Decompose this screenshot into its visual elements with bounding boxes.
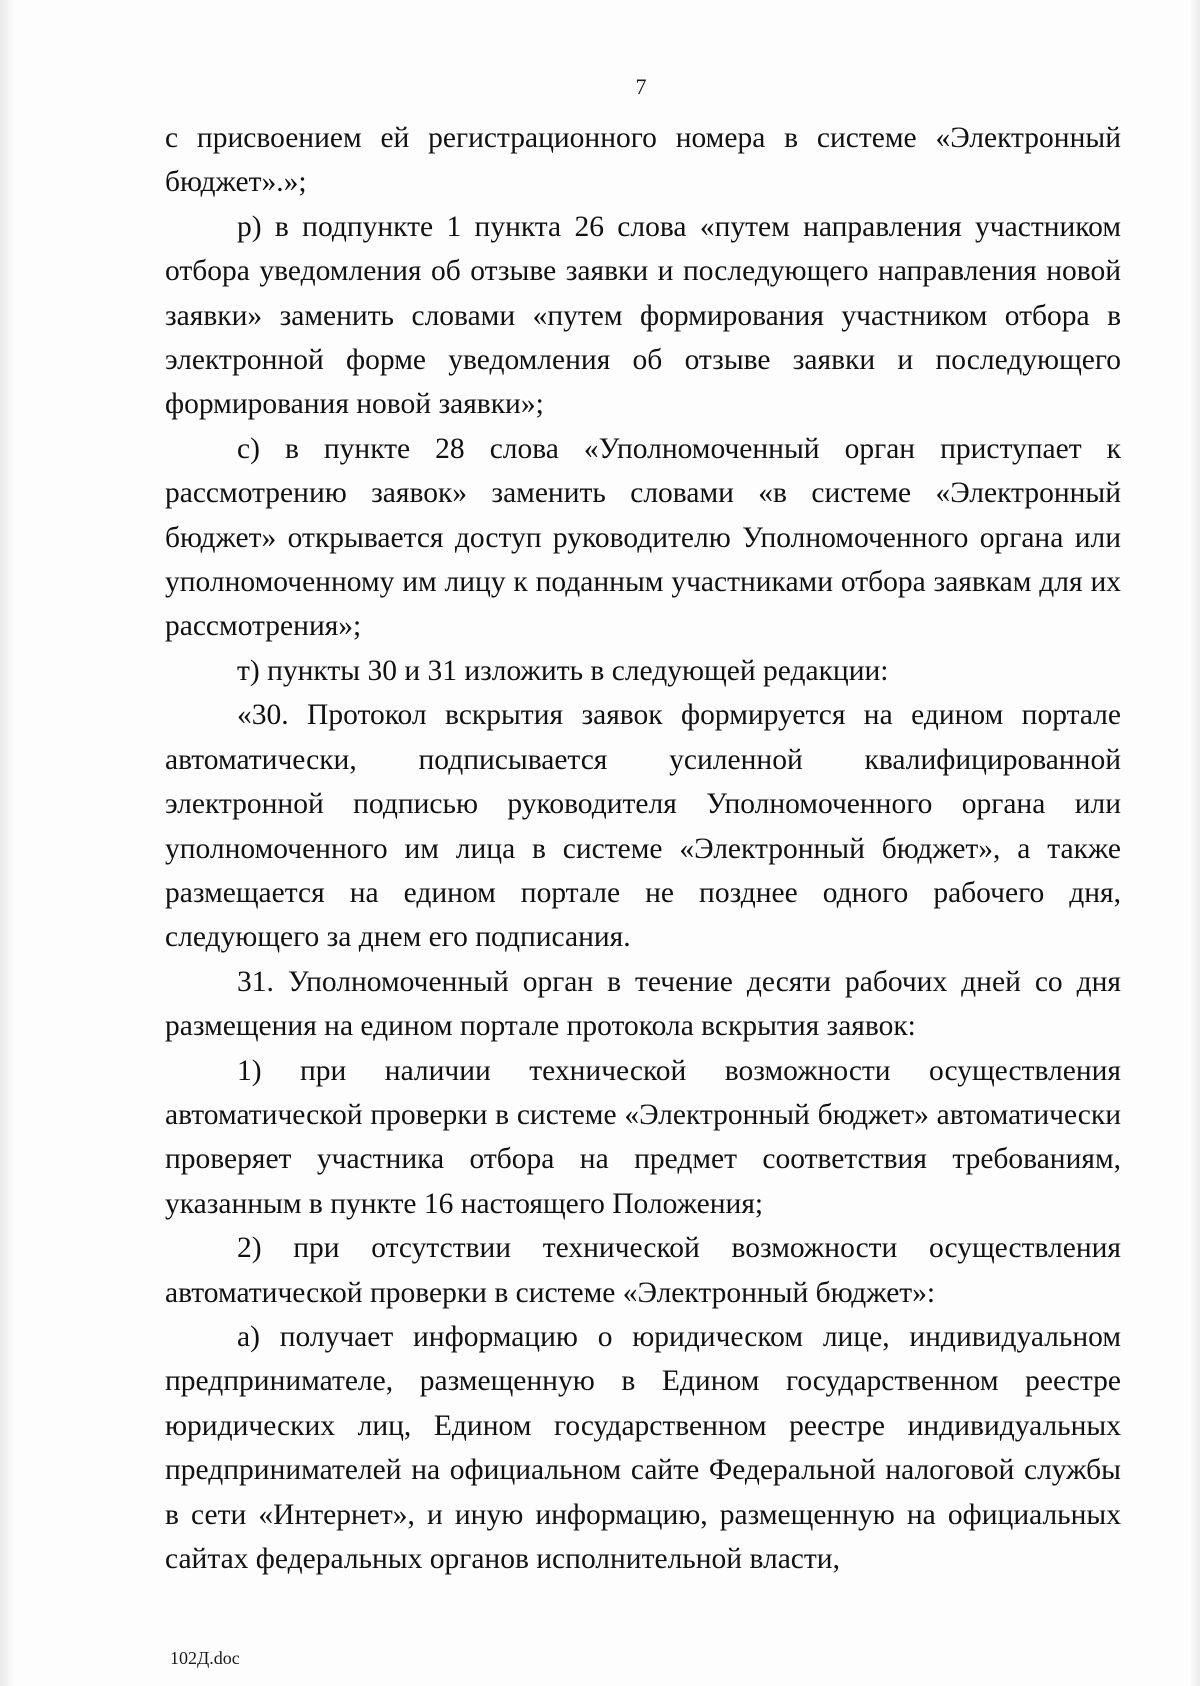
scan-edge-left: [0, 0, 14, 1686]
paragraph-continuation: с присвоением ей регистрационного номера в системе «Электронный бюджет».»;: [165, 122, 1121, 199]
paragraph-subitem-1: 1) при наличии технической возможности осуществления автоматической проверки в системе «Электронный бюджет» автоматически проверяет участника отбора на предмет соответствия требованиям, указанным в пункте 16 настоящего Положения;: [165, 1054, 1121, 1220]
paragraph-clause-30: «30. Протокол вскрытия заявок формируется на едином портале автоматически, подписывается усиленной квалифицированной электронной подписью руководителя Уполномоченного органа или уполномоченного им лица в системе «Электронный бюджет», а также размещается на едином портале не позднее одного рабочего дня, следующего за днем его подписания.: [165, 699, 1121, 954]
document-body: [165, 116, 1121, 1581]
paragraph-subitem-2: 2) при отсутствии технической возможности осуществления автоматической проверки в системе «Электронный бюджет»:: [165, 1232, 1121, 1309]
paragraph-item-r: р) в подпункте 1 пункта 26 слова «путем направления участником отбора уведомления об отзыве заявки и последующего направления новой заявки» заменить словами «путем формирования участником отбора в электронной форме уведомления об отзыве заявки и последующего формирования новой заявки»;: [165, 210, 1121, 421]
scan-edge-right: [1190, 0, 1200, 1686]
paragraph-clause-31: 31. Уполномоченный орган в течение десяти рабочих дней со дня размещения на едином портале протокола вскрытия заявок:: [165, 965, 1121, 1043]
paragraph-item-t: т) пункты 30 и 31 изложить в следующей редакции:: [237, 654, 889, 687]
paragraph-subitem-a: а) получает информацию о юридическом лице, индивидуальном предпринимателе, размещенную в Едином государственном реестре юридических лиц, Едином государственном реестре индивидуальных предпринимателей на официальном сайте Федеральной налоговой службы в сети «Интернет», и иную информацию, размещенную на официальных сайтах федеральных органов исполнительной власти,: [165, 1320, 1121, 1575]
footer-file-name: 102Д.doc: [170, 1648, 240, 1668]
paragraph-item-s: с) в пункте 28 слова «Уполномоченный орган приступает к рассмотрению заявок» заменить словами «в системе «Электронный бюджет» открывается доступ руководителю Уполномоченного органа или уполномоченному им лицу к поданным участниками отбора заявкам для их рассмотрения»;: [165, 432, 1121, 643]
page-number: 7: [635, 74, 647, 99]
